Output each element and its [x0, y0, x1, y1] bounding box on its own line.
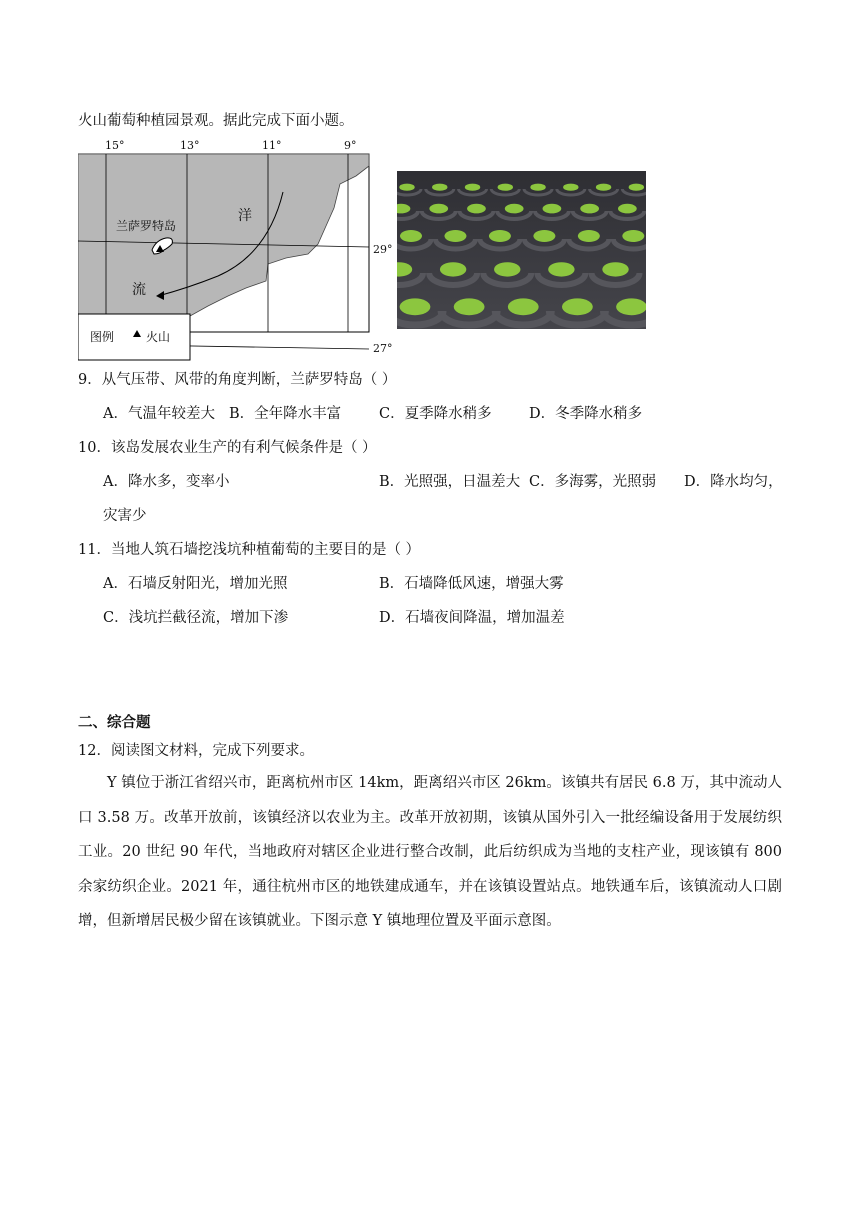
vine-plant — [400, 298, 431, 315]
current-label-ocean: 洋 — [238, 208, 252, 224]
q11-option-b: B．石墙降低风速，增强大雾 — [379, 576, 564, 592]
lon-label-15: 15° — [105, 139, 125, 152]
q11-option-c: C．浅坑拦截径流，增加下渗 — [103, 610, 289, 626]
q9-option-b: B．全年降水丰富 — [229, 406, 342, 422]
vine-plant — [489, 230, 511, 242]
vine-plant — [596, 184, 611, 191]
legend-volcano-label: 火山 — [146, 330, 171, 344]
vine-plant — [580, 204, 599, 214]
lon-label-9: 9° — [344, 139, 357, 152]
vine-plant — [629, 184, 644, 191]
vine-plant — [530, 184, 545, 191]
q10-option-d: D．降水均匀， — [684, 474, 783, 490]
vine-plant — [602, 262, 628, 276]
lon-label-11: 11° — [262, 139, 282, 152]
legend-title: 图例 — [90, 330, 115, 344]
q9-option-a: A．气温年较差大 — [103, 406, 215, 422]
vine-plant — [399, 184, 414, 191]
lat-label-27: 27° — [373, 342, 393, 355]
q10-option-d-wrap: 灾害少 — [103, 508, 147, 524]
vine-plant — [505, 204, 524, 214]
vine-plant — [622, 230, 644, 242]
vine-plant — [400, 230, 422, 242]
vine-plant — [440, 262, 466, 276]
lat-label-29: 29° — [373, 243, 393, 256]
q10-option-a: A．降水多，变率小 — [103, 474, 230, 490]
intro-line: 火山葡萄种植园景观。据此完成下面小题。 — [78, 113, 354, 129]
current-label-flow: 流 — [132, 282, 146, 298]
q10-option-b: B．光照强，日温差大 — [379, 474, 521, 490]
lon-label-13: 13° — [180, 139, 200, 152]
q12-material-paragraph: Y 镇位于浙江省绍兴市，距离杭州市区 14km，距离绍兴市区 26km。该镇共有居民 6.8 万，其中流动人口 3.58 万。改革开放前，该镇经济以农业为主。改革开放初期，该镇从国外引入一批经编设备用于发展纺织工业。20 世纪 90 年代，当地政府对辖区企业进行整合改制，此后纺织成为当地的支柱产业，现该镇有 800 余家纺织企业。2021 年，通往杭州市区的地铁建成通车，并在该镇设置站点。地铁通车后，该镇流动人口剧增，但新增居民极少留在该镇就业。下图示意 Y 镇地理位置及平面示意图。 — [78, 775, 782, 929]
vine-plant — [429, 204, 448, 214]
section-heading: 二、综合题 — [78, 715, 151, 731]
vine-plant — [498, 184, 513, 191]
vine-plant — [543, 204, 562, 214]
vine-plant — [467, 204, 486, 214]
vine-plant — [444, 230, 466, 242]
vine-plant — [616, 298, 646, 315]
q9-stem: 9．从气压带、风带的角度判断，兰萨罗特岛（ ） — [78, 372, 397, 388]
vine-plant — [494, 262, 520, 276]
vine-plant — [548, 262, 574, 276]
vine-plant — [454, 298, 485, 315]
q10-option-c: C．多海雾，光照弱 — [529, 474, 657, 490]
q11-option-a: A．石墙反射阳光，增加光照 — [103, 576, 288, 592]
vine-plant — [533, 230, 555, 242]
vine-plant — [562, 298, 593, 315]
vine-plant — [578, 230, 600, 242]
q11-option-d: D．石墙夜间降温，增加温差 — [379, 610, 565, 626]
q12-stem: 12．阅读图文材料，完成下列要求。 — [78, 743, 314, 759]
vineyard-photo — [397, 171, 646, 329]
q11-stem: 11．当地人筑石墙挖浅坑种植葡萄的主要目的是（ ） — [78, 542, 421, 558]
vine-plant — [432, 184, 447, 191]
vine-plant — [618, 204, 637, 214]
q9-option-d: D．冬季降水稍多 — [529, 406, 643, 422]
lanzarote-map — [78, 136, 396, 362]
vine-plant — [508, 298, 539, 315]
vine-plant — [563, 184, 578, 191]
q10-stem: 10．该岛发展农业生产的有利气候条件是（ ） — [78, 440, 377, 456]
island-label: 兰萨罗特岛 — [116, 219, 177, 233]
q9-option-c: C．夏季降水稍多 — [379, 406, 492, 422]
vine-plant — [465, 184, 480, 191]
